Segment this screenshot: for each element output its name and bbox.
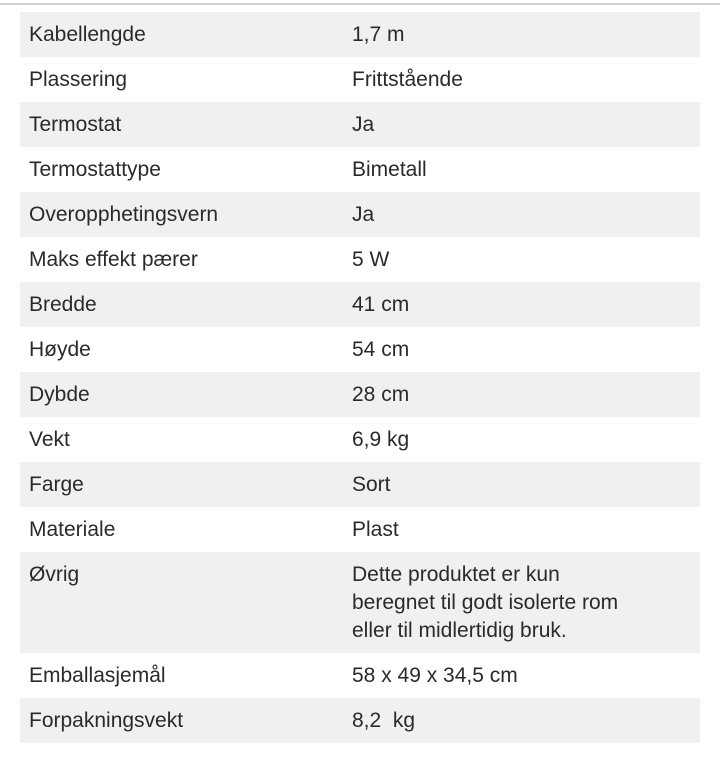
spec-label: Forpakningsvekt xyxy=(29,709,184,732)
table-row xyxy=(20,507,700,552)
table-row xyxy=(20,57,700,102)
spec-value: 28 cm xyxy=(352,383,410,406)
table-row xyxy=(20,147,700,192)
spec-label: Dybde xyxy=(29,383,90,406)
spec-label: Emballasjemål xyxy=(29,664,166,687)
spec-value: Ja xyxy=(352,203,375,226)
spec-label: Høyde xyxy=(29,338,91,361)
spec-label: Plassering xyxy=(29,68,128,91)
spec-value: Plast xyxy=(352,518,399,541)
table-row xyxy=(20,698,700,743)
spec-value: 41 cm xyxy=(352,293,410,316)
spec-value: 6,9 kg xyxy=(352,428,410,451)
spec-value: Bimetall xyxy=(352,158,427,181)
table-row xyxy=(20,417,700,462)
spec-value: Frittstående xyxy=(352,68,463,91)
spec-value: Sort xyxy=(352,473,391,496)
divider xyxy=(0,3,720,5)
spec-value: 58 x 49 x 34,5 cm xyxy=(352,664,518,687)
table-row xyxy=(20,462,700,507)
table-row xyxy=(20,102,700,147)
spec-value: 54 cm xyxy=(352,338,410,361)
table-row xyxy=(20,237,700,282)
spec-label: Overopphetingsvern xyxy=(29,203,219,226)
spec-label: Farge xyxy=(29,473,84,496)
spec-value: 1,7 m xyxy=(352,23,405,46)
table-row xyxy=(20,192,700,237)
table-row xyxy=(20,282,700,327)
spec-table xyxy=(20,12,700,743)
spec-label: Øvrig xyxy=(29,563,80,586)
table-row xyxy=(20,12,700,57)
table-row xyxy=(20,327,700,372)
spec-label: Vekt xyxy=(29,428,70,451)
spec-label: Bredde xyxy=(29,293,97,316)
spec-value: Dette produktet er kun beregnet til godt isolerte rom eller til midlertidig bruk. xyxy=(352,563,619,642)
spec-label: Termostat xyxy=(29,113,122,136)
table-row xyxy=(20,552,700,653)
spec-value: 5 W xyxy=(352,248,390,271)
spec-label: Kabellengde xyxy=(29,23,146,46)
spec-label: Maks effekt pærer xyxy=(29,248,198,271)
spec-label: Materiale xyxy=(29,518,116,541)
table-row xyxy=(20,653,700,698)
spec-value: 8,2 kg xyxy=(352,709,416,732)
spec-label: Termostattype xyxy=(29,158,161,181)
spec-value: Ja xyxy=(352,113,375,136)
table-row xyxy=(20,372,700,417)
